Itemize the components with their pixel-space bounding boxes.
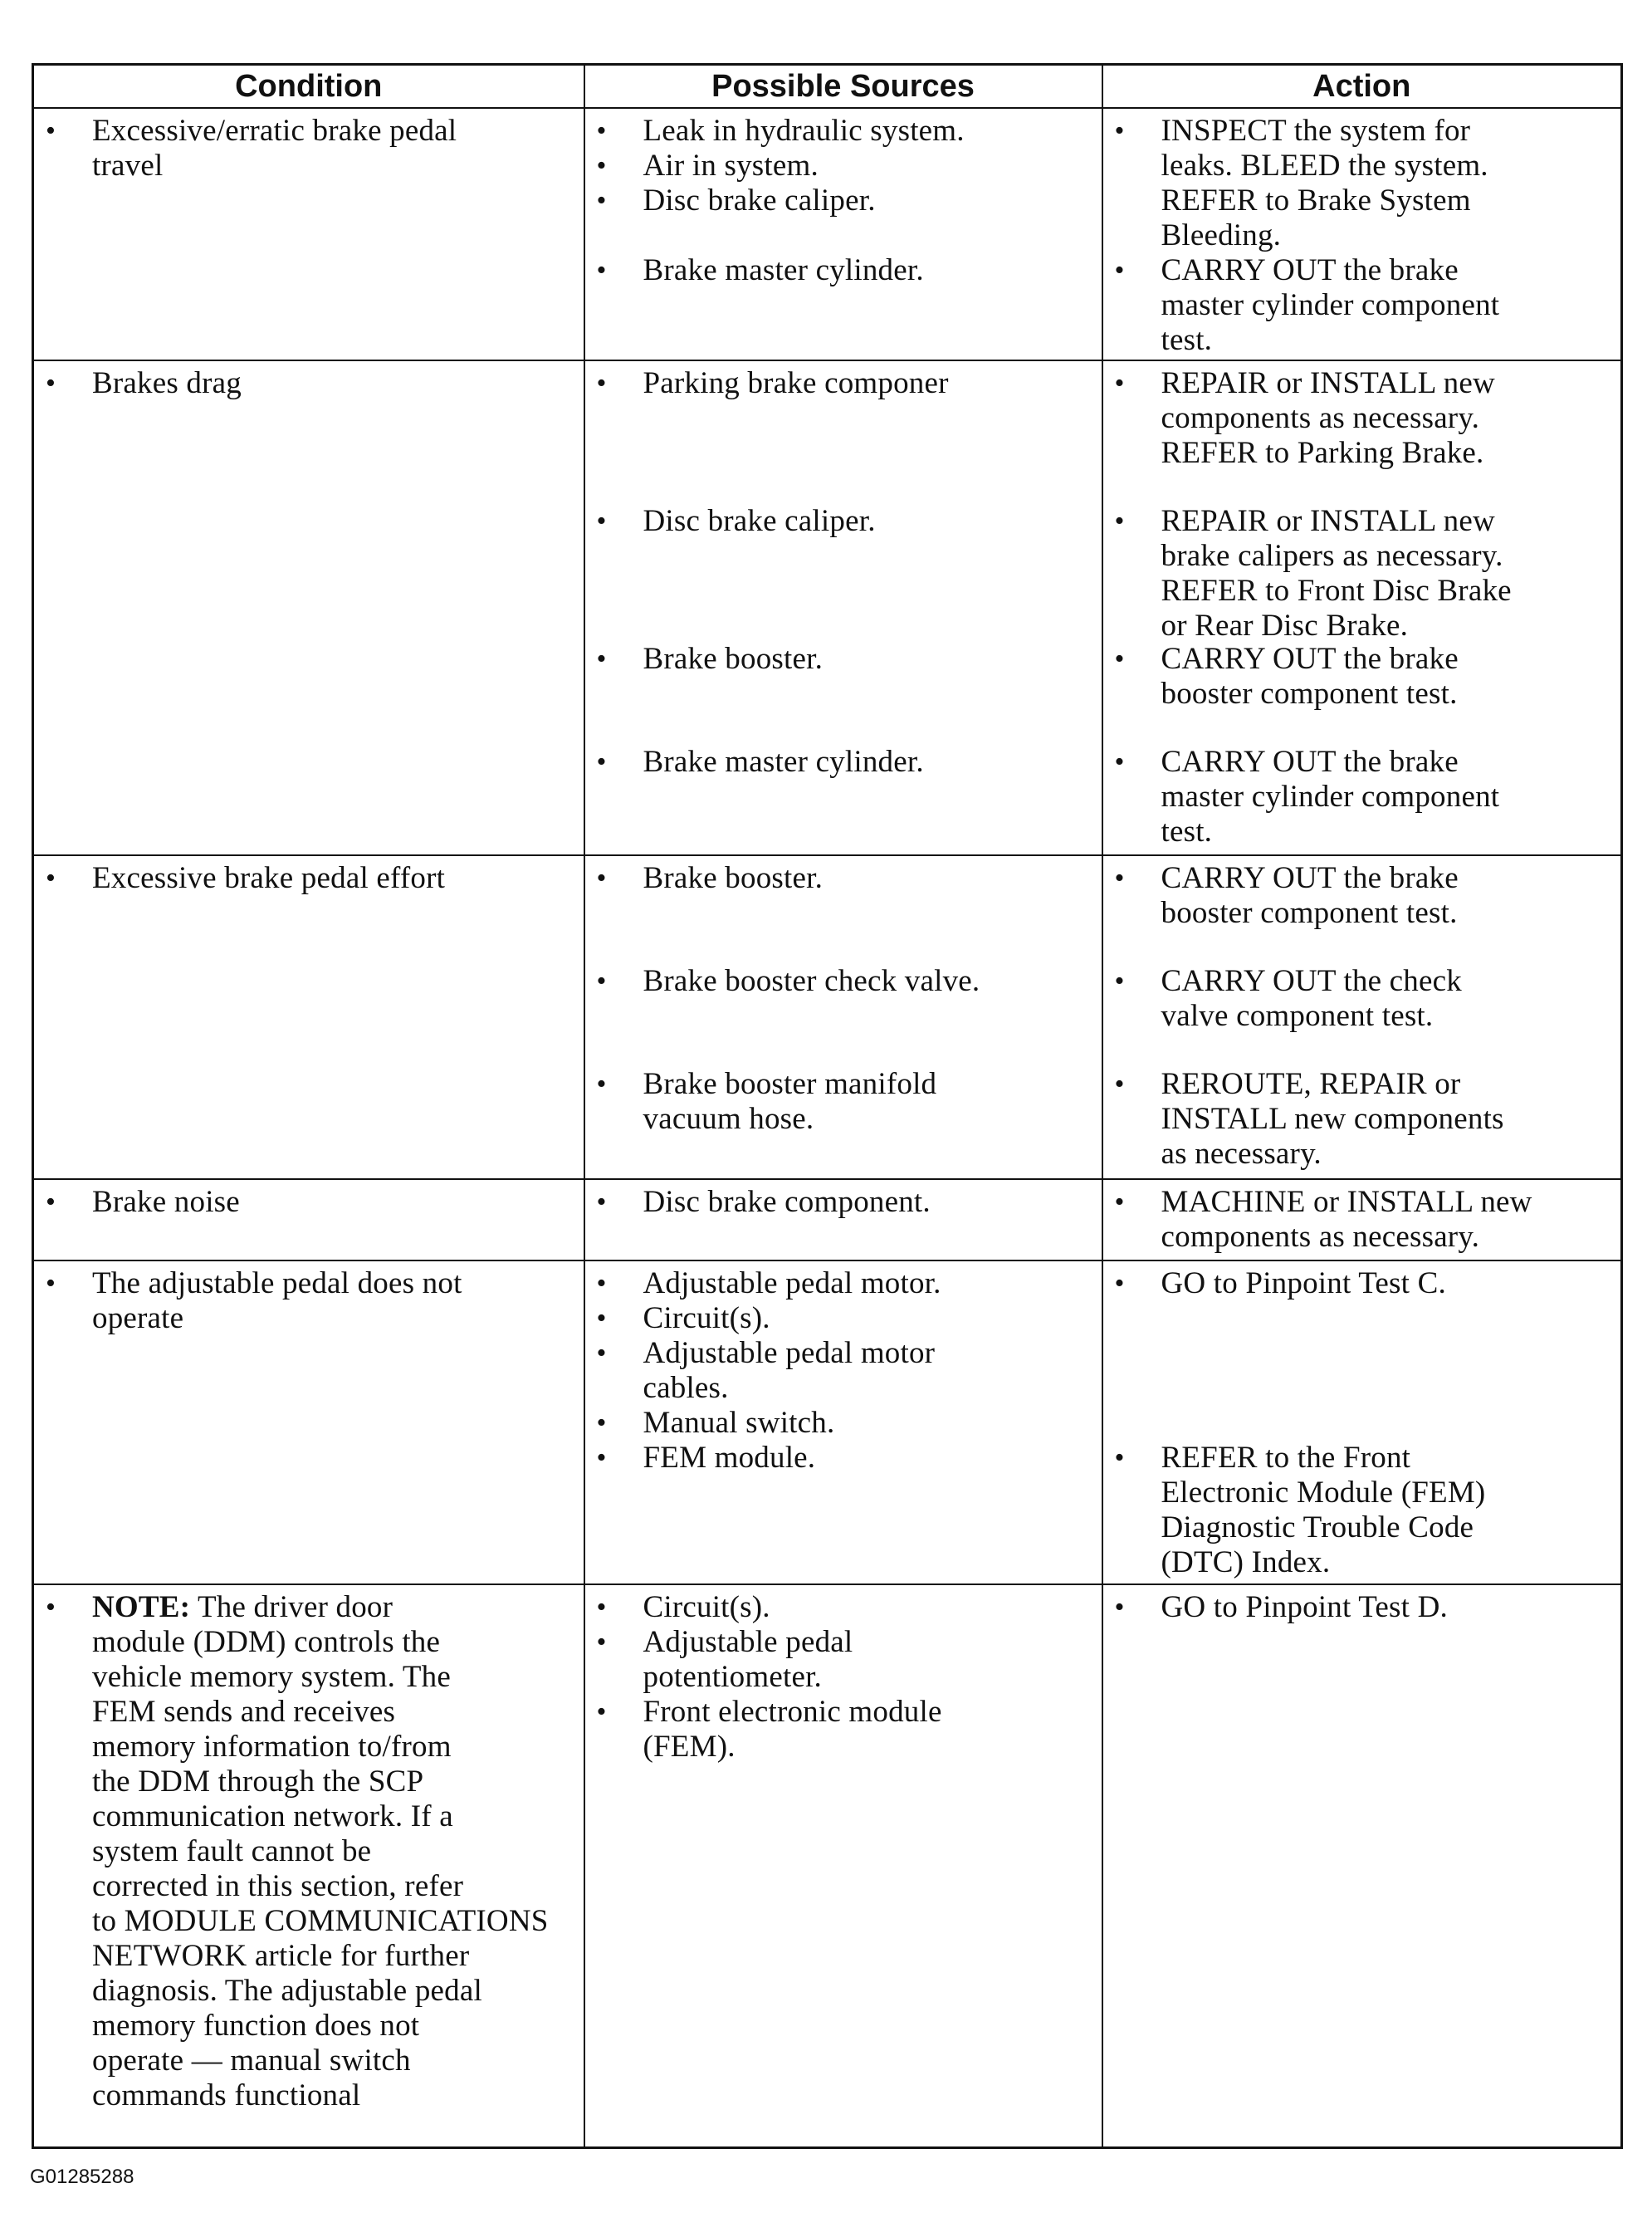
bullet-icon: • [596, 150, 607, 181]
condition-cell [33, 1260, 584, 1584]
bullet-icon: • [596, 863, 607, 893]
bullet-icon: • [596, 1268, 607, 1299]
header-condition: Condition [33, 65, 584, 109]
list-item: • CARRY OUT the brake master cylinder component test. [1114, 745, 1500, 849]
list-item: • Leak in hydraulic system. [596, 114, 965, 148]
note-label: NOTE: [92, 1590, 191, 1624]
list-item: • Adjustable pedal motor. [596, 1266, 941, 1300]
list-item: • Disc brake component. [596, 1185, 931, 1219]
list-item: • CARRY OUT the check valve component test. [1114, 964, 1462, 1033]
table-row [33, 360, 1622, 855]
list-item: • Brake booster. [596, 642, 824, 676]
list-item: • Brake master cylinder. [596, 253, 924, 287]
list-item: • Adjustable pedal potentiometer. [596, 1625, 853, 1694]
list-item: • GO to Pinpoint Test D. [1114, 1590, 1448, 1624]
action-cell [1102, 1179, 1622, 1260]
bullet-icon: • [46, 115, 56, 146]
bullet-icon: • [1114, 115, 1125, 146]
action-cell [1102, 360, 1622, 855]
figure-id: G01285288 [30, 2166, 134, 2188]
condition-cell [33, 360, 584, 855]
condition-cell [33, 108, 584, 360]
list-item: • CARRY OUT the brake booster component test. [1114, 861, 1459, 930]
bullet-icon: • [596, 115, 607, 146]
list-item: • GO to Pinpoint Test C. [1114, 1266, 1446, 1300]
condition-cell [33, 1179, 584, 1260]
list-item: • Manual switch. [596, 1406, 835, 1440]
bullet-icon: • [1114, 863, 1125, 893]
bullet-icon: • [1114, 1187, 1125, 1217]
list-item: • INSPECT the system for leaks. BLEED the system. REFER to Brake System Bleeding. [1114, 114, 1488, 252]
list-item: • CARRY OUT the brake master cylinder component test. [1114, 253, 1500, 357]
condition-cell [33, 855, 584, 1179]
bullet-icon: • [1114, 1442, 1125, 1473]
bullet-icon: • [1114, 746, 1125, 777]
bullet-icon: • [596, 1303, 607, 1334]
bullet-icon: • [596, 255, 607, 286]
list-item: • REPAIR or INSTALL new components as necessary. REFER to Parking Brake. [1114, 366, 1495, 470]
bullet-icon: • [46, 1187, 56, 1217]
bullet-icon: • [596, 1338, 607, 1368]
list-item: • Air in system. [596, 149, 819, 183]
bullet-icon: • [1114, 966, 1125, 996]
list-item: • REPAIR or INSTALL new brake calipers as necessary. REFER to Front Disc Brake or Rear Disc Brake. [1114, 504, 1512, 643]
sources-cell [584, 108, 1102, 360]
sources-cell [584, 1260, 1102, 1584]
list-item: • Circuit(s). [596, 1590, 770, 1624]
bullet-icon: • [1114, 506, 1125, 536]
note-text: The driver door module (DDM) controls the vehicle memory system. The FEM sends and receives memory information to/from the DDM through the SCP communication network. If a system fault cannot be corrected in this section, refer to MODULE COMMUNICATIONS NETWORK article for further diagnosis. The adjustable pedal memory function does not operate — manual switch commands functional [92, 1590, 549, 2112]
action-cell [1102, 1260, 1622, 1584]
list-item: • Disc brake caliper. [596, 184, 876, 218]
bullet-icon: • [596, 644, 607, 674]
list-item: • Excessive brake pedal effort [46, 861, 446, 895]
list-item: • Brake noise [46, 1185, 240, 1219]
bullet-icon: • [596, 966, 607, 996]
action-cell [1102, 1584, 1622, 2147]
condition-cell [33, 1584, 584, 2147]
bullet-icon: • [596, 1592, 607, 1623]
action-cell [1102, 855, 1622, 1179]
list-item [34, 1590, 579, 2113]
list-item: • Brake booster manifold vacuum hose. [596, 1067, 937, 1136]
header-action: Action [1102, 65, 1622, 109]
list-item: • MACHINE or INSTALL new components as necessary. [1114, 1185, 1532, 1254]
diagnosis-table [32, 63, 1623, 2149]
bullet-icon: • [1114, 368, 1125, 399]
list-item: • FEM module. [596, 1441, 816, 1475]
bullet-icon: • [596, 1069, 607, 1099]
action-cell [1102, 108, 1622, 360]
bullet-icon: • [596, 1696, 607, 1727]
bullet-icon: • [1114, 255, 1125, 286]
header-possible-sources: Possible Sources [584, 65, 1102, 109]
list-item: • Adjustable pedal motor cables. [596, 1336, 936, 1405]
bullet-icon: • [46, 368, 56, 399]
list-item: • Brake booster. [596, 861, 824, 895]
bullet-icon: • [1114, 644, 1125, 674]
list-item: • Brake booster check valve. [596, 964, 980, 998]
table-row [33, 855, 1622, 1179]
header-row [33, 65, 1622, 109]
list-item: • CARRY OUT the brake booster component test. [1114, 642, 1459, 711]
list-item: • Parking brake componer [596, 366, 949, 400]
list-item: • The adjustable pedal does not operate [46, 1266, 462, 1335]
table-row [33, 1179, 1622, 1260]
table-row [33, 1584, 1622, 2147]
bullet-icon: • [596, 1407, 607, 1438]
bullet-icon: • [596, 1187, 607, 1217]
bullet-icon: • [596, 1442, 607, 1473]
list-item: • REFER to the Front Electronic Module (FEM) Diagnostic Trouble Code (DTC) Index. [1114, 1441, 1486, 1579]
list-item: • Circuit(s). [596, 1301, 770, 1335]
bullet-icon: • [596, 746, 607, 777]
list-item: • REROUTE, REPAIR or INSTALL new components as necessary. [1114, 1067, 1504, 1171]
bullet-icon: • [46, 1268, 56, 1299]
sources-cell [584, 360, 1102, 855]
sources-cell [584, 1584, 1102, 2147]
list-item: • Brake master cylinder. [596, 745, 924, 779]
bullet-icon: • [1114, 1069, 1125, 1099]
bullet-icon: • [46, 863, 56, 893]
list-item: • Disc brake caliper. [596, 504, 876, 538]
list-item: • Brakes drag [46, 366, 242, 400]
sources-cell [584, 855, 1102, 1179]
bullet-icon: • [46, 1592, 56, 1623]
list-item: • Excessive/erratic brake pedal travel [46, 114, 457, 183]
bullet-icon: • [1114, 1268, 1125, 1299]
bullet-icon: • [596, 368, 607, 399]
bullet-icon: • [596, 1627, 607, 1657]
bullet-icon: • [596, 185, 607, 216]
sources-cell [584, 1179, 1102, 1260]
table-row [33, 108, 1622, 360]
bullet-icon: • [1114, 1592, 1125, 1623]
list-item: • Front electronic module (FEM). [596, 1695, 942, 1764]
table-row [33, 1260, 1622, 1584]
bullet-icon: • [596, 506, 607, 536]
